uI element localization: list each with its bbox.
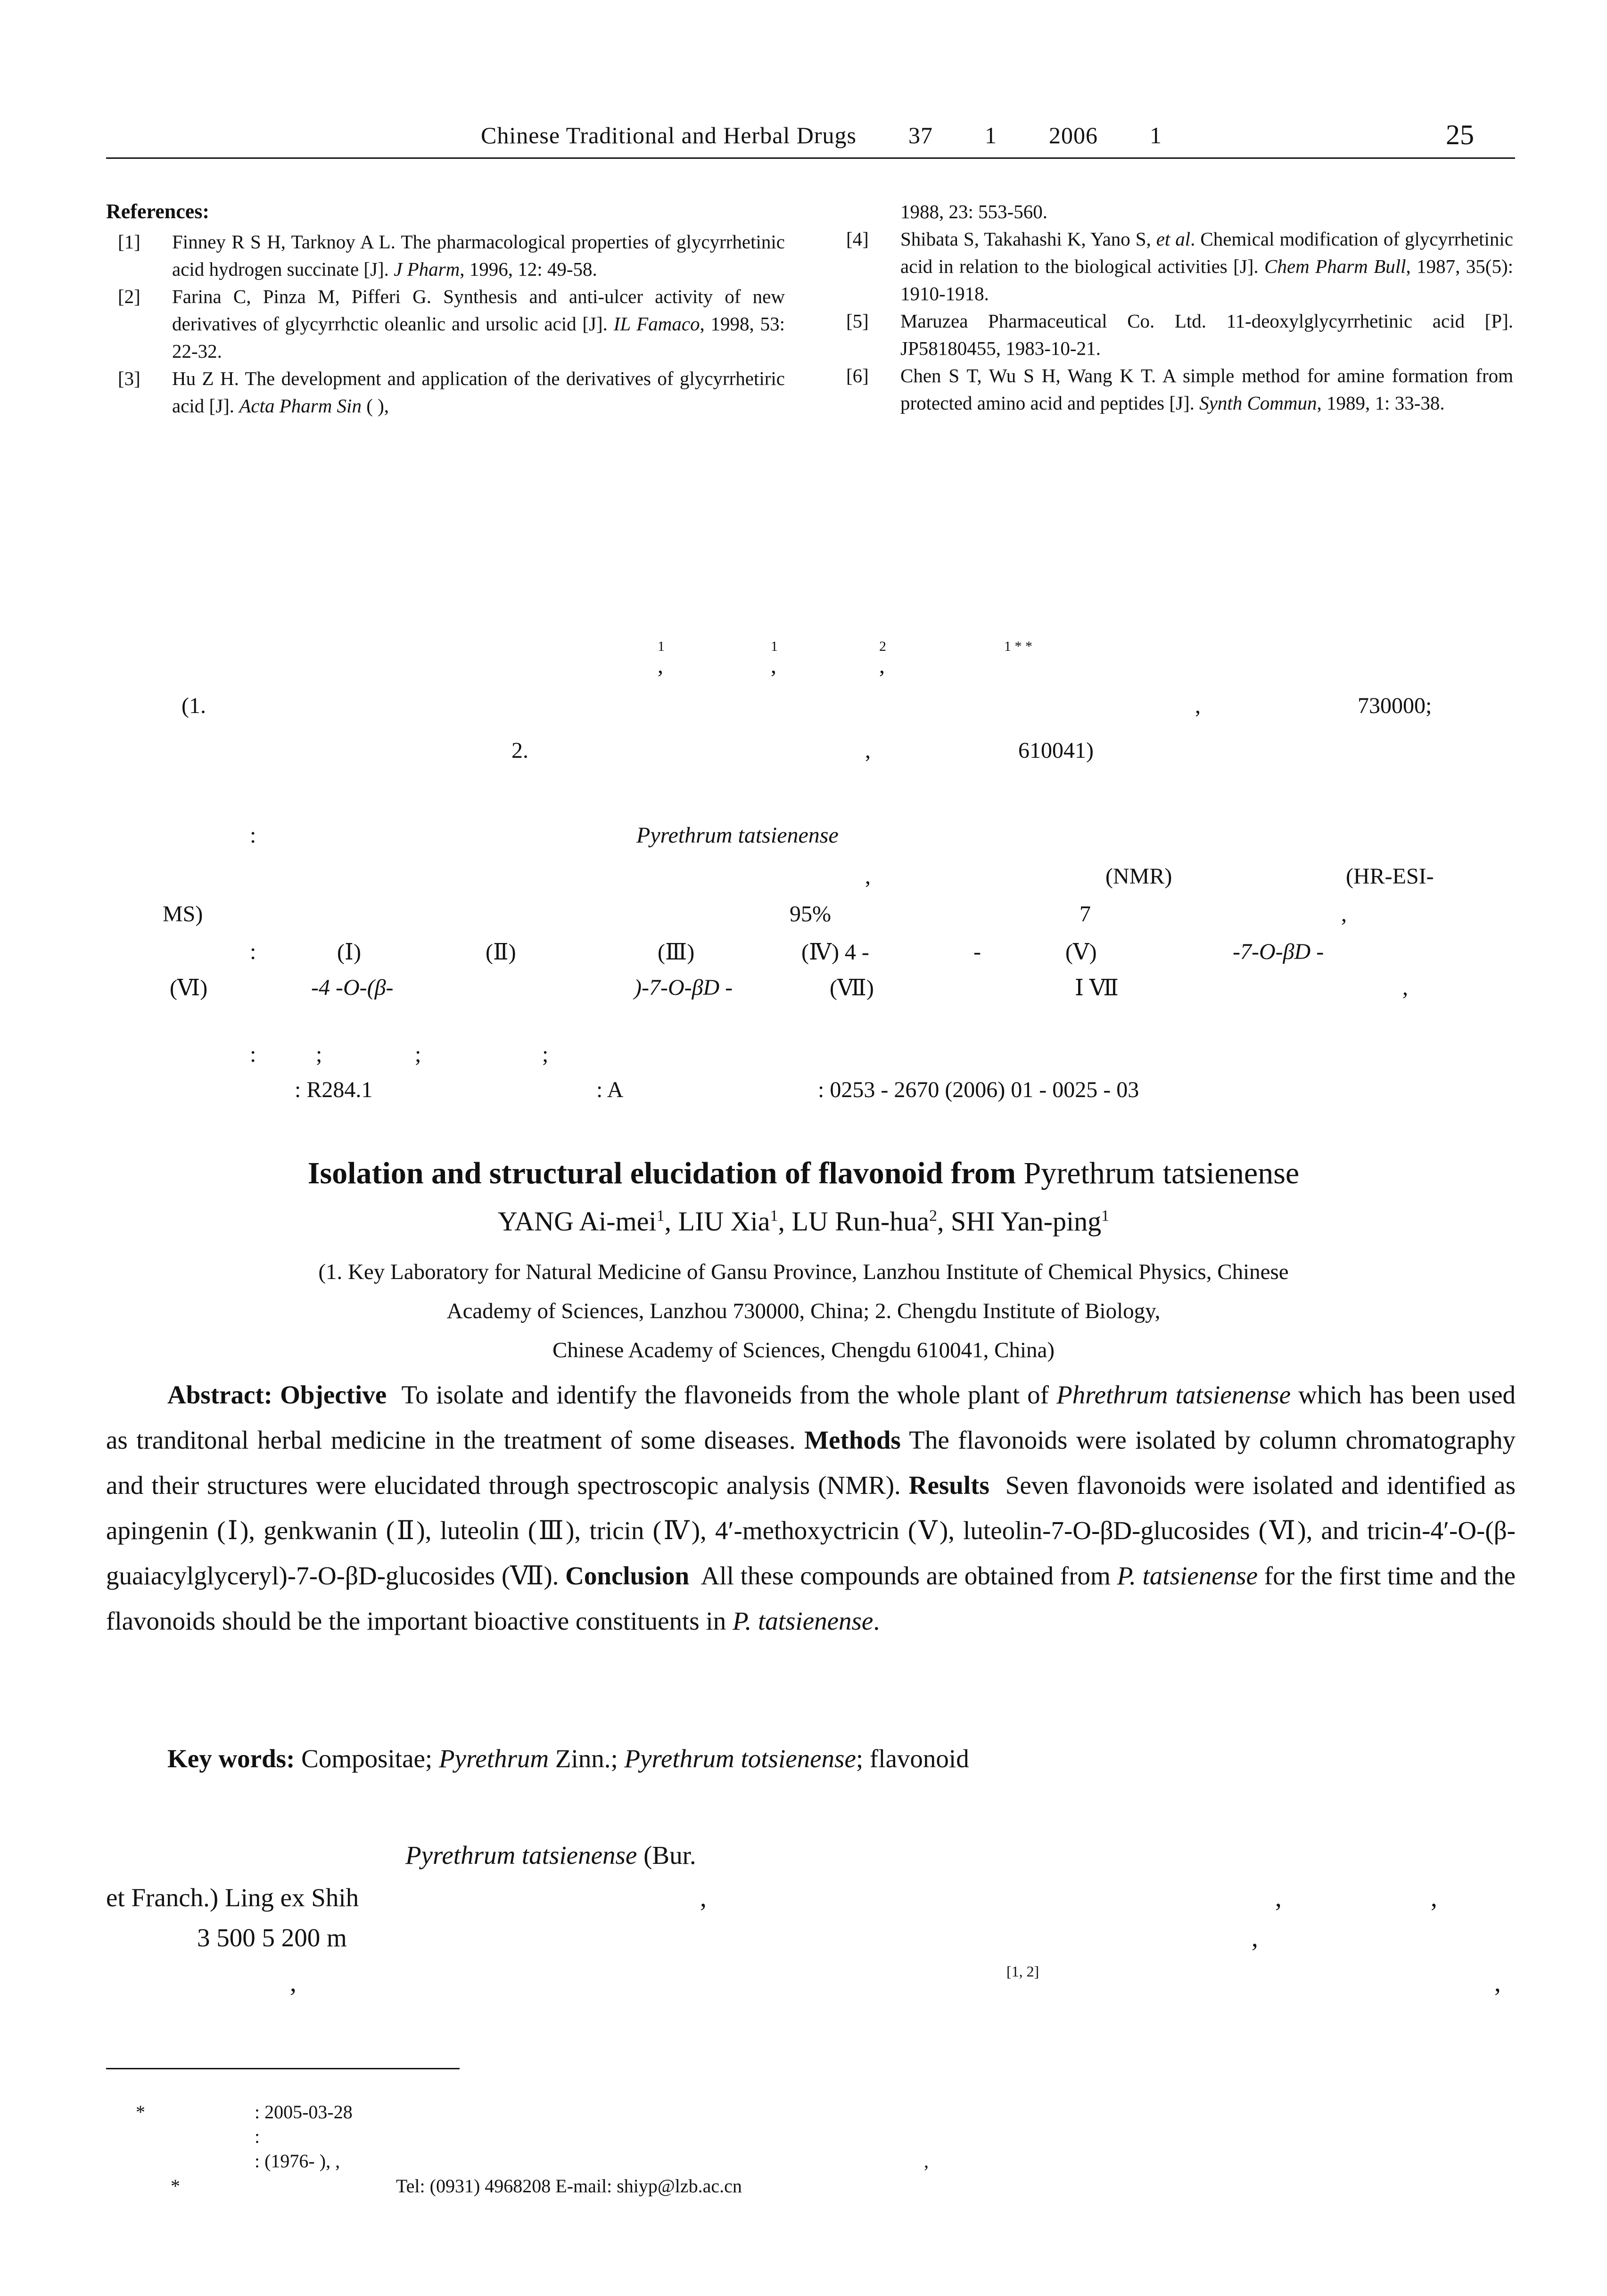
english-keywords: Key words: Compositae; Pyrethrum Zinn.; Pyrethrum totsienense; flavonoid xyxy=(167,1744,969,1773)
cn-kw-semi: ; xyxy=(415,1042,421,1067)
cn-aff-2-num: 2. xyxy=(511,738,528,763)
citation-mark: [1, 2] xyxy=(1006,1963,1039,1980)
cn-aff-1-comma: , xyxy=(1195,693,1201,718)
cn-results-colon: : xyxy=(250,939,256,964)
body-comma: , xyxy=(290,1968,297,1997)
cn-ms: MS) xyxy=(163,902,203,927)
cn-seven: 7 xyxy=(1080,902,1091,927)
cn-c6c: )-7-O-βD - xyxy=(634,975,733,1000)
body-line2: et Franch.) Ling ex Shih xyxy=(106,1883,359,1912)
footnote-mark: * xyxy=(136,2101,145,2123)
cn-l3-comma: , xyxy=(1341,902,1347,927)
cn-article-id: : 0253 - 2670 (2006) 01 - 0025 - 03 xyxy=(818,1077,1139,1102)
header-rule xyxy=(106,157,1515,159)
cn-clc: : R284.1 xyxy=(295,1077,373,1102)
cn-nmr: (NMR) xyxy=(1105,864,1172,889)
running-header xyxy=(481,122,1320,149)
contact-info: Tel: (0931) 4968208 E-mail: shiyp@lzb.ac.cn xyxy=(396,2175,742,2197)
cn-c7: (Ⅶ) xyxy=(830,976,874,1000)
cn-c6b: -4 -O-(β- xyxy=(311,975,394,1000)
body-species: Pyrethrum tatsienense (Bur. xyxy=(405,1841,696,1870)
issue: 1 xyxy=(985,122,997,148)
year: 2006 xyxy=(1049,122,1098,148)
cn-l2-comma: , xyxy=(865,864,871,889)
cn-c3: (Ⅲ) xyxy=(658,940,695,965)
author-bio-comma: , xyxy=(924,2150,929,2172)
body-comma: , xyxy=(1494,1968,1501,1997)
cn-doc-code: : A xyxy=(596,1077,624,1102)
journal-name: Chinese Traditional and Herbal Drugs xyxy=(481,122,857,148)
cn-range: Ⅰ Ⅶ xyxy=(1075,976,1119,1000)
cn-c1: (Ⅰ) xyxy=(337,940,361,965)
cn-abstract-colon: : xyxy=(250,823,256,848)
body-comma: , xyxy=(1252,1923,1258,1952)
cn-aff-2-comma: , xyxy=(865,738,871,763)
cn-aff-1-num: (1. xyxy=(181,693,206,718)
cn-c6: (Ⅵ) xyxy=(170,976,208,1000)
body-comma: , xyxy=(700,1883,707,1912)
cn-kw-semi: ; xyxy=(316,1042,322,1067)
page-number: 25 xyxy=(1446,119,1474,150)
cn-species: Pyrethrum tatsienense xyxy=(636,823,839,848)
reference-item-continued: 1988, 23: 553-560. xyxy=(900,201,1048,222)
cn-aff-1-zip: 730000; xyxy=(1358,693,1432,718)
cn-c5: (Ⅴ) xyxy=(1065,940,1097,965)
cn-l5-comma: , xyxy=(1402,975,1408,1000)
affiliation-line: Academy of Sciences, Lanzhou 730000, China; 2. Chengdu Institute of Biology, xyxy=(446,1299,1161,1323)
reference-item: [1] Finney R S H, Tarknoy A L. The pharmacological properties of glycyrrhetinic acid hydrogen succinate [J]. J Pharm, 1996, 12: 49-58. xyxy=(118,231,785,280)
footnote-rule xyxy=(106,2068,460,2069)
references-right xyxy=(834,198,1513,417)
english-title: Isolation and structural elucidation of flavonoid from Pyrethrum tatsienense xyxy=(307,1156,1300,1190)
fund-note: : xyxy=(255,2126,260,2147)
body-comma: , xyxy=(1431,1883,1437,1912)
month: 1 xyxy=(1150,122,1162,148)
cn-c2: (Ⅱ) xyxy=(486,940,516,965)
reference-item: [5] Maruzea Pharmaceutical Co. Ltd. 11-deoxylglycyrrhetinic acid [P]. JP58180455, 1983-10-21. xyxy=(846,310,1513,359)
reference-item: [2] Farina C, Pinza M, Pifferi G. Synthesis and anti-ulcer activity of new derivatives of glycyrrhctic oleanlic and ursolic acid [J]. IL Famaco, 1998, 53: 22-32. xyxy=(118,286,785,362)
cn-kw-colon: : xyxy=(250,1042,256,1067)
references-title: References: xyxy=(106,200,210,223)
body-altitude: 3 500 5 200 m xyxy=(197,1923,347,1952)
cn-hresi: (HR-ESI- xyxy=(1346,864,1434,889)
corresponding-mark: * xyxy=(171,2175,180,2197)
author-bio: : (1976- ), , xyxy=(255,2150,340,2172)
affiliation-line: (1. Key Laboratory for Natural Medicine of Gansu Province, Lanzhou Institute of Chemical Physics, Chinese xyxy=(318,1260,1289,1284)
cn-kw-semi: ; xyxy=(542,1042,549,1067)
references-left xyxy=(106,198,785,419)
body-comma: , xyxy=(1275,1883,1282,1912)
reference-item: [4] Shibata S, Takahashi K, Yano S, et al. Chemical modification of glycyrrhetinic acid in relation to the biological activities [J]. Chem Pharm Bull, 1987, 35(5): 1910-1918. xyxy=(846,228,1514,304)
cn-c4b: - xyxy=(973,939,981,964)
affiliation-line: Chinese Academy of Sciences, Chengdu 610041, China) xyxy=(552,1338,1055,1362)
cn-pct: 95% xyxy=(790,902,831,927)
english-abstract: Abstract: Objective To isolate and identify the flavoneids from the whole plant of Phrethrum tatsienense which has been used as tranditonal herbal medicine in the treatment of some diseases. Methods The flavonoids were isolated by column chromatography and their structures were elucidated through spectroscopic analysis (NMR). Results Seven flavonoids were isolated and identified as apingenin (Ⅰ), genkwanin (Ⅱ), luteolin (Ⅲ), tricin (Ⅳ), 4′-methoxyctricin (Ⅴ), luteolin-7-O-βD-glucosides (Ⅵ), and tricin-4′-O-(β-guaiacylglyceryl)-7-O-βD-glucosides (Ⅶ). Conclusion All these compounds are obtained from P. tatsienense for the first time and the flavonoids should be the important bioactive constituents in P. tatsienense. xyxy=(106,1380,1516,1635)
cn-aff-2-zip: 610041) xyxy=(1018,738,1094,763)
cn-c5b: -7-O-βD - xyxy=(1233,939,1324,964)
reference-item: [6] Chen S T, Wu S H, Wang K T. A simple method for amine formation from protected amino acid and peptides [J]. Synth Commun, 1989, 1: 33-38. xyxy=(846,365,1513,414)
reference-item: [3] Hu Z H. The development and application of the derivatives of glycyrrhetiric acid [J]. Acta Pharm Sin ( ), xyxy=(118,368,785,417)
cn-c4: (Ⅳ) 4 - xyxy=(801,940,869,965)
volume: 37 xyxy=(908,122,933,148)
received-date: : 2005-03-28 xyxy=(255,2101,353,2123)
english-authors: YANG Ai-mei$^1$, LIU Xia$^1$, LU Run-hua$^2$, SHI Yan-ping$^1$ xyxy=(497,1206,1110,1237)
